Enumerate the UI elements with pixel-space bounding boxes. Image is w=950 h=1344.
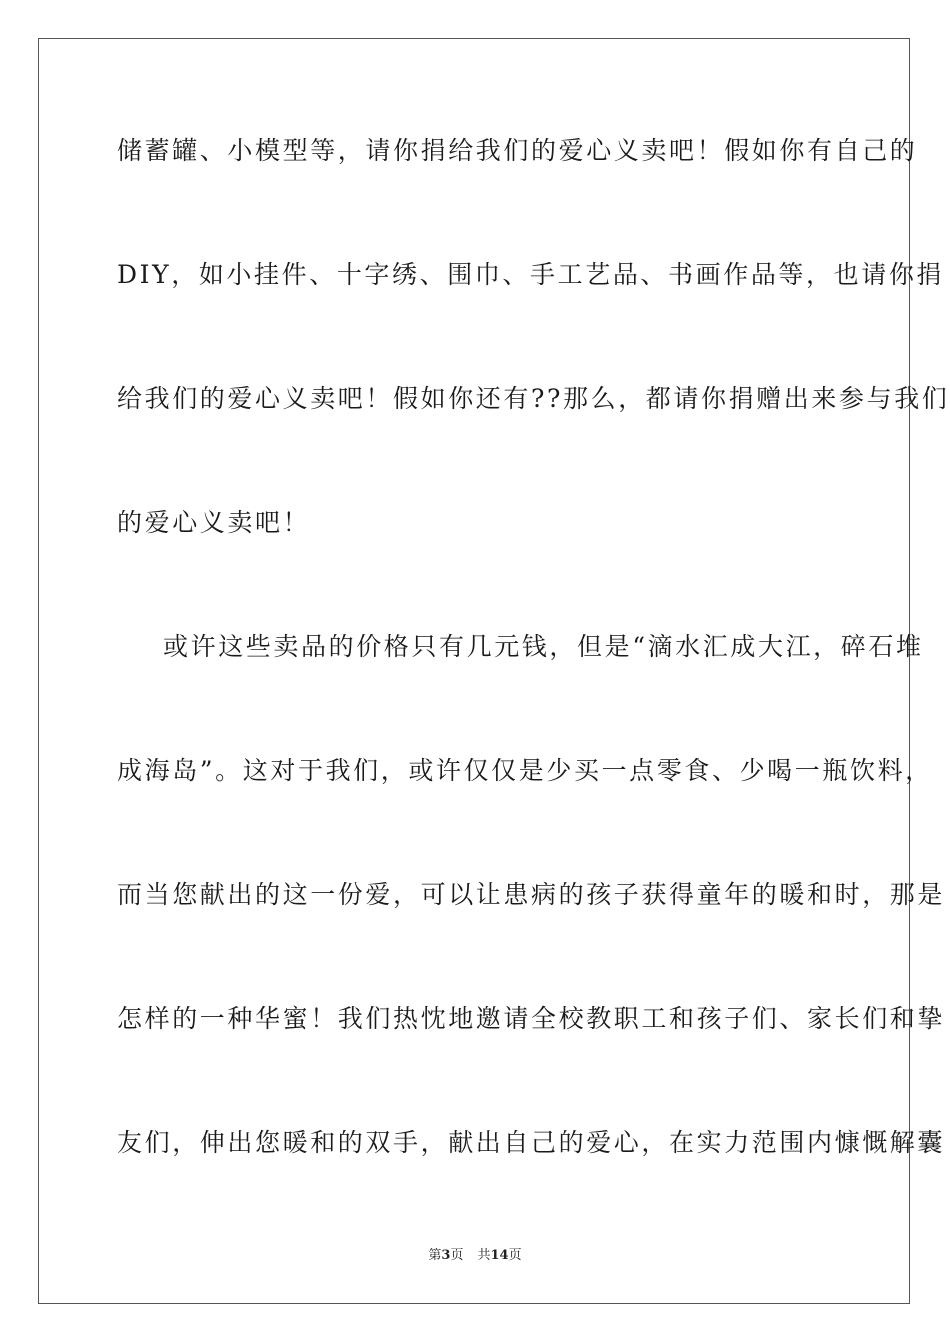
page-suffix: 页	[450, 1248, 464, 1263]
total-pages: 14	[490, 1248, 509, 1263]
paragraph-line: 或许这些卖品的价格只有几元钱，但是“滴水汇成大江，碎石堆	[163, 632, 924, 661]
paragraph-line: 的爱心义卖吧！	[117, 508, 311, 537]
paragraph-line: DIY，如小挂件、十字绣、围巾、手工艺品、书画作品等，也请你捐	[117, 260, 945, 289]
paragraph-line: 储蓄罐、小模型等，请你捐给我们的爱心义卖吧！假如你有自己的	[117, 136, 918, 165]
total-suffix: 页	[508, 1248, 522, 1263]
paragraph-line: 给我们的爱心义卖吧！假如你还有??那么，都请你捐赠出来参与我们	[117, 384, 950, 413]
page-number: 3	[441, 1248, 451, 1263]
paragraph-line: 而当您献出的这一份爱，可以让患病的孩子获得童年的暖和时，那是	[117, 880, 946, 909]
paragraph-line: 怎样的一种华蜜！我们热忱地邀请全校教职工和孩子们、家长们和挚	[117, 1004, 946, 1033]
page-prefix: 第	[428, 1248, 442, 1263]
page-border	[38, 38, 950, 1304]
paragraph-line: 成海岛”。这对于我们，或许仅仅是少买一点零食、少喝一瓶饮料，	[117, 756, 933, 785]
total-prefix: 共	[477, 1248, 491, 1263]
paragraph-line: 友们，伸出您暖和的双手，献出自己的爱心，在实力范围内慷慨解囊	[117, 1128, 946, 1157]
page-footer	[0, 1248, 950, 1264]
